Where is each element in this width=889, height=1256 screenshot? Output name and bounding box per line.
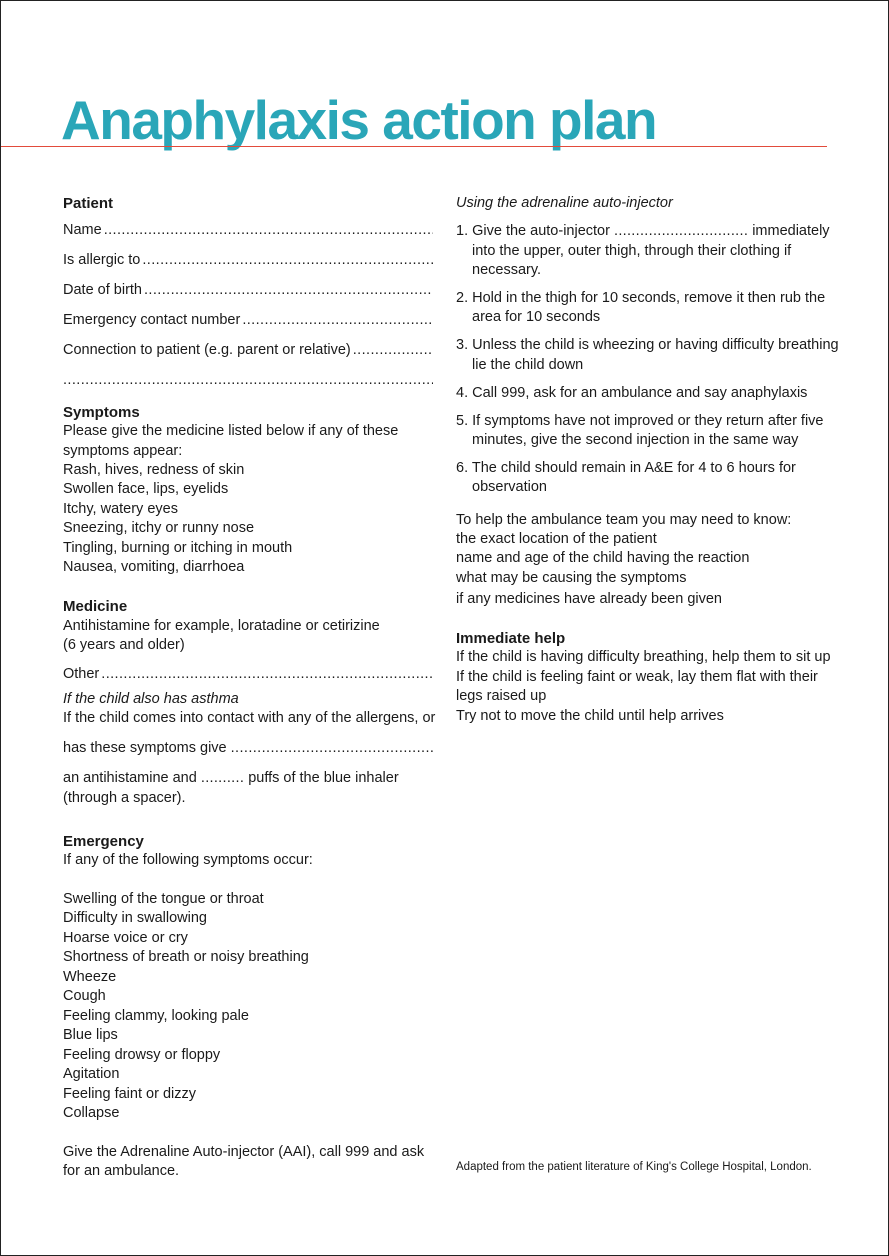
connection-field-continued[interactable] xyxy=(63,371,433,391)
step-2-line2: area for 10 seconds xyxy=(472,309,601,325)
fill-line xyxy=(231,739,433,759)
emergency-heading: Emergency xyxy=(63,833,144,850)
immediate-help-line4: Try not to move the child until help arrives xyxy=(456,708,724,724)
fill-line xyxy=(104,221,433,241)
ambulance-item: name and age of the child having the reaction xyxy=(456,550,750,566)
asthma-line1: If the child comes into contact with any of the allergens, or xyxy=(63,710,436,726)
asthma-heading: If the child also has asthma xyxy=(63,691,239,707)
asthma-line3 xyxy=(63,769,399,789)
emergency-action-line1: Give the Adrenaline Auto-injector (AAI), call 999 and ask xyxy=(63,1144,425,1160)
step-1-text-b: immediately xyxy=(752,223,830,239)
symptom-item: Swollen face, lips, eyelids xyxy=(63,481,229,497)
fill-line xyxy=(144,281,433,301)
fill-line xyxy=(353,341,433,361)
fill-line xyxy=(101,665,433,685)
asthma-line4: (through a spacer). xyxy=(63,790,186,806)
symptoms-intro-line2: symptoms appear: xyxy=(63,443,183,459)
allergic-to-field[interactable] xyxy=(63,251,433,271)
allergic-to-label: Is allergic to xyxy=(63,252,141,268)
step-1-line1 xyxy=(456,222,830,242)
patient-heading: Patient xyxy=(63,195,114,212)
emergency-item: Shortness of breath or noisy breathing xyxy=(63,949,309,965)
fill-line xyxy=(242,311,433,331)
asthma-line3-a: an antihistamine and xyxy=(63,770,197,786)
emergency-item: Blue lips xyxy=(63,1027,118,1043)
symptoms-heading: Symptoms xyxy=(63,404,140,421)
emergency-item: Cough xyxy=(63,988,106,1004)
immediate-help-line2: If the child is feeling faint or weak, lay them flat with their xyxy=(456,669,818,685)
asthma-medicine-field[interactable] xyxy=(63,739,433,759)
symptom-item: Tingling, burning or itching in mouth xyxy=(63,540,293,556)
asthma-line3-b: puffs of the blue inhaler xyxy=(248,770,399,786)
emergency-item: Collapse xyxy=(63,1105,120,1121)
fill-line xyxy=(142,251,433,271)
date-of-birth-label: Date of birth xyxy=(63,282,142,298)
step-4-line1: 4. Call 999, ask for an ambulance and say anaphylaxis xyxy=(456,385,808,401)
auto-injector-blank[interactable]: ............................... xyxy=(613,223,749,239)
symptom-item: Rash, hives, redness of skin xyxy=(63,462,245,478)
emergency-action-line2: for an ambulance. xyxy=(63,1163,180,1179)
other-medicine-label: Other xyxy=(63,666,100,682)
ambulance-item: if any medicines have already been given xyxy=(456,591,722,607)
patient-name-field[interactable] xyxy=(63,221,433,241)
ambulance-item: what may be causing the symptoms xyxy=(456,570,687,586)
asthma-line2: has these symptoms give xyxy=(63,740,227,756)
symptom-item: Sneezing, itchy or runny nose xyxy=(63,520,255,536)
emergency-item: Agitation xyxy=(63,1066,120,1082)
step-1-line3: necessary. xyxy=(472,262,542,278)
emergency-item: Feeling drowsy or floppy xyxy=(63,1047,221,1063)
medicine-line2: (6 years and older) xyxy=(63,637,185,653)
emergency-intro: If any of the following symptoms occur: xyxy=(63,852,313,868)
emergency-item: Wheeze xyxy=(63,969,117,985)
medicine-heading: Medicine xyxy=(63,598,128,615)
step-6-line1: 6. The child should remain in A&E for 4 to 6 hours for xyxy=(456,460,796,476)
connection-label: Connection to patient (e.g. parent or relative) xyxy=(63,342,351,358)
step-3-line1: 3. Unless the child is wheezing or having difficulty breathing xyxy=(456,337,839,353)
emergency-item: Swelling of the tongue or throat xyxy=(63,891,264,907)
symptoms-intro-line1: Please give the medicine listed below if any of these xyxy=(63,423,399,439)
ambulance-item: the exact location of the patient xyxy=(456,531,657,547)
other-medicine-field[interactable] xyxy=(63,665,433,685)
emergency-item: Difficulty in swallowing xyxy=(63,910,207,926)
step-1-line2: into the upper, outer thigh, through their clothing if xyxy=(472,243,792,259)
immediate-help-line3: legs raised up xyxy=(456,688,547,704)
patient-name-label: Name xyxy=(63,222,102,238)
step-5-line2: minutes, give the second injection in the same way xyxy=(472,432,799,448)
page-title: Anaphylaxis action plan xyxy=(61,89,657,151)
emergency-contact-field[interactable] xyxy=(63,311,433,331)
fill-line xyxy=(63,371,433,391)
immediate-help-line1: If the child is having difficulty breathing, help them to sit up xyxy=(456,649,831,665)
immediate-help-heading: Immediate help xyxy=(456,630,566,647)
title-rule xyxy=(1,146,827,147)
step-2-line1: 2. Hold in the thigh for 10 seconds, remove it then rub the xyxy=(456,290,826,306)
emergency-item: Hoarse voice or cry xyxy=(63,930,188,946)
emergency-item: Feeling clammy, looking pale xyxy=(63,1008,249,1024)
ambulance-intro: To help the ambulance team you may need to know: xyxy=(456,512,792,528)
auto-injector-heading: Using the adrenaline auto-injector xyxy=(456,195,673,211)
step-6-line2: observation xyxy=(472,479,547,495)
step-5-line1: 5. If symptoms have not improved or they return after five xyxy=(456,413,824,429)
date-of-birth-field[interactable] xyxy=(63,281,433,301)
connection-field[interactable] xyxy=(63,341,433,361)
emergency-contact-label: Emergency contact number xyxy=(63,312,241,328)
step-1-text-a: 1. Give the auto-injector xyxy=(456,223,610,239)
emergency-item: Feeling faint or dizzy xyxy=(63,1086,196,1102)
footer-credit: Adapted from the patient literature of King's College Hospital, London. xyxy=(456,1161,812,1173)
medicine-line1: Antihistamine for example, loratadine or cetirizine xyxy=(63,618,380,634)
symptom-item: Nausea, vomiting, diarrhoea xyxy=(63,559,245,575)
step-3-line2: lie the child down xyxy=(472,357,584,373)
symptom-item: Itchy, watery eyes xyxy=(63,501,178,517)
puffs-blank[interactable]: .......... xyxy=(200,770,245,786)
